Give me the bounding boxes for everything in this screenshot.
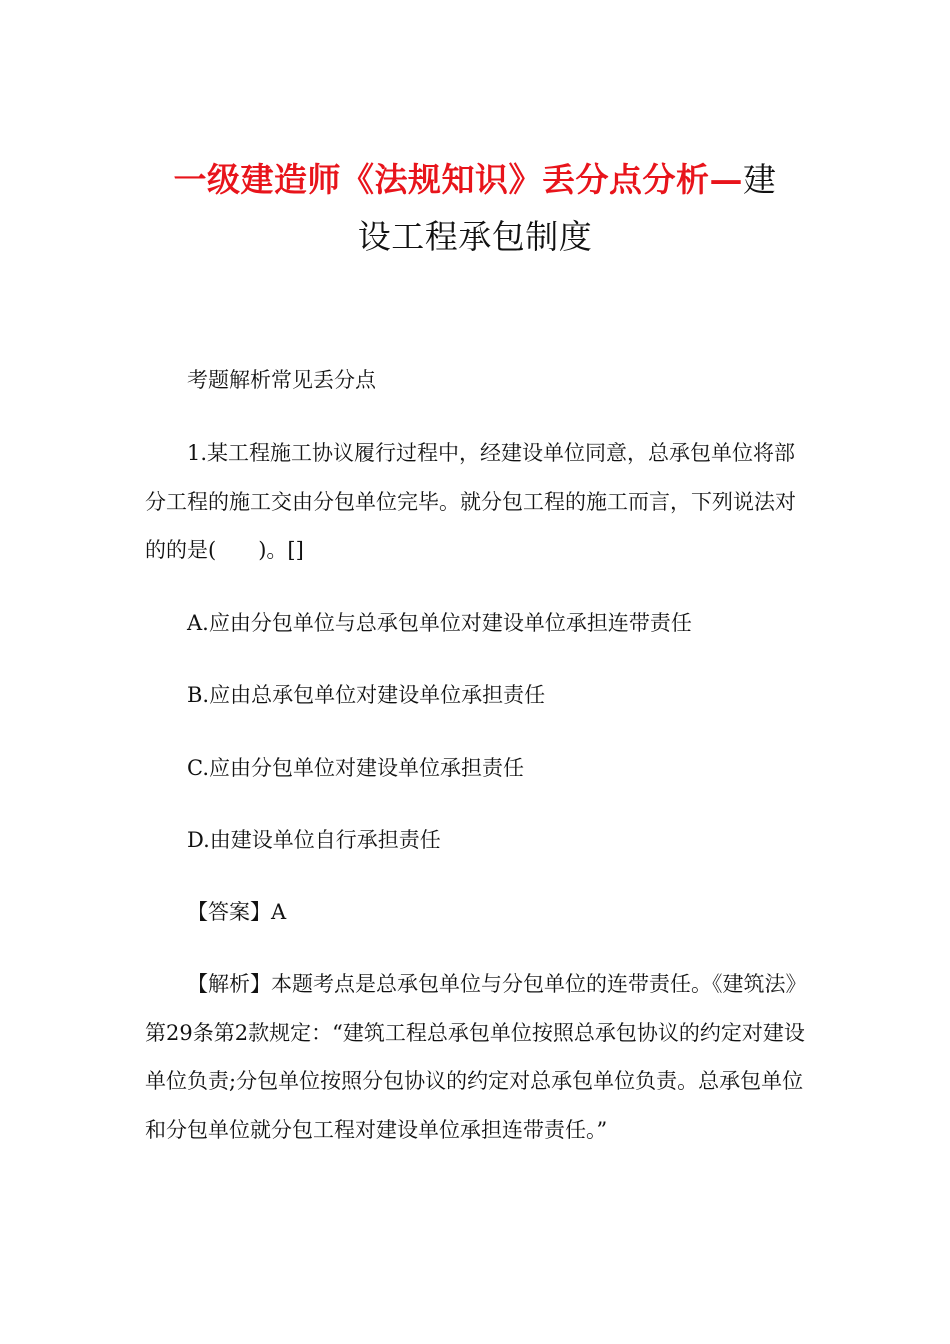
page-title-line-2: 设工程承包制度: [357, 217, 593, 256]
option-b: B.应由总承包单位对建设单位承担责任: [187, 683, 546, 707]
option-a: A.应由分包单位与总承包单位对建设单位承担连带责任: [187, 611, 692, 635]
page-title-line-1: [145, 155, 805, 205]
title-continuation: 建: [743, 160, 777, 199]
question-stem: 1.某工程施工协议履行过程中，经建设单位同意，总承包单位将部分工程的施工交由分包单位完毕。就分包工程的施工而言，下列说法对的的是( )。[]: [145, 441, 796, 562]
explanation: 【解析】本题考点是总承包单位与分包单位的连带责任。《建筑法》第29条第2款规定：“建筑工程总承包单位按照总承包协议的约定对建设单位负责;分包单位按照分包协议的约定对总承包单位负责。总承包单位和分包单位就分包工程对建设单位承担连带责任。”: [145, 972, 807, 1142]
option-c: C.应由分包单位对建设单位承担责任: [187, 756, 524, 780]
option-d: D.由建设单位自行承担责任: [187, 828, 441, 852]
title-highlight: 一级建造师《法规知识》丢分点分析—: [173, 160, 743, 199]
section-heading: 考题解析常见丢分点: [187, 368, 376, 392]
answer: 【答案】A: [187, 900, 287, 924]
